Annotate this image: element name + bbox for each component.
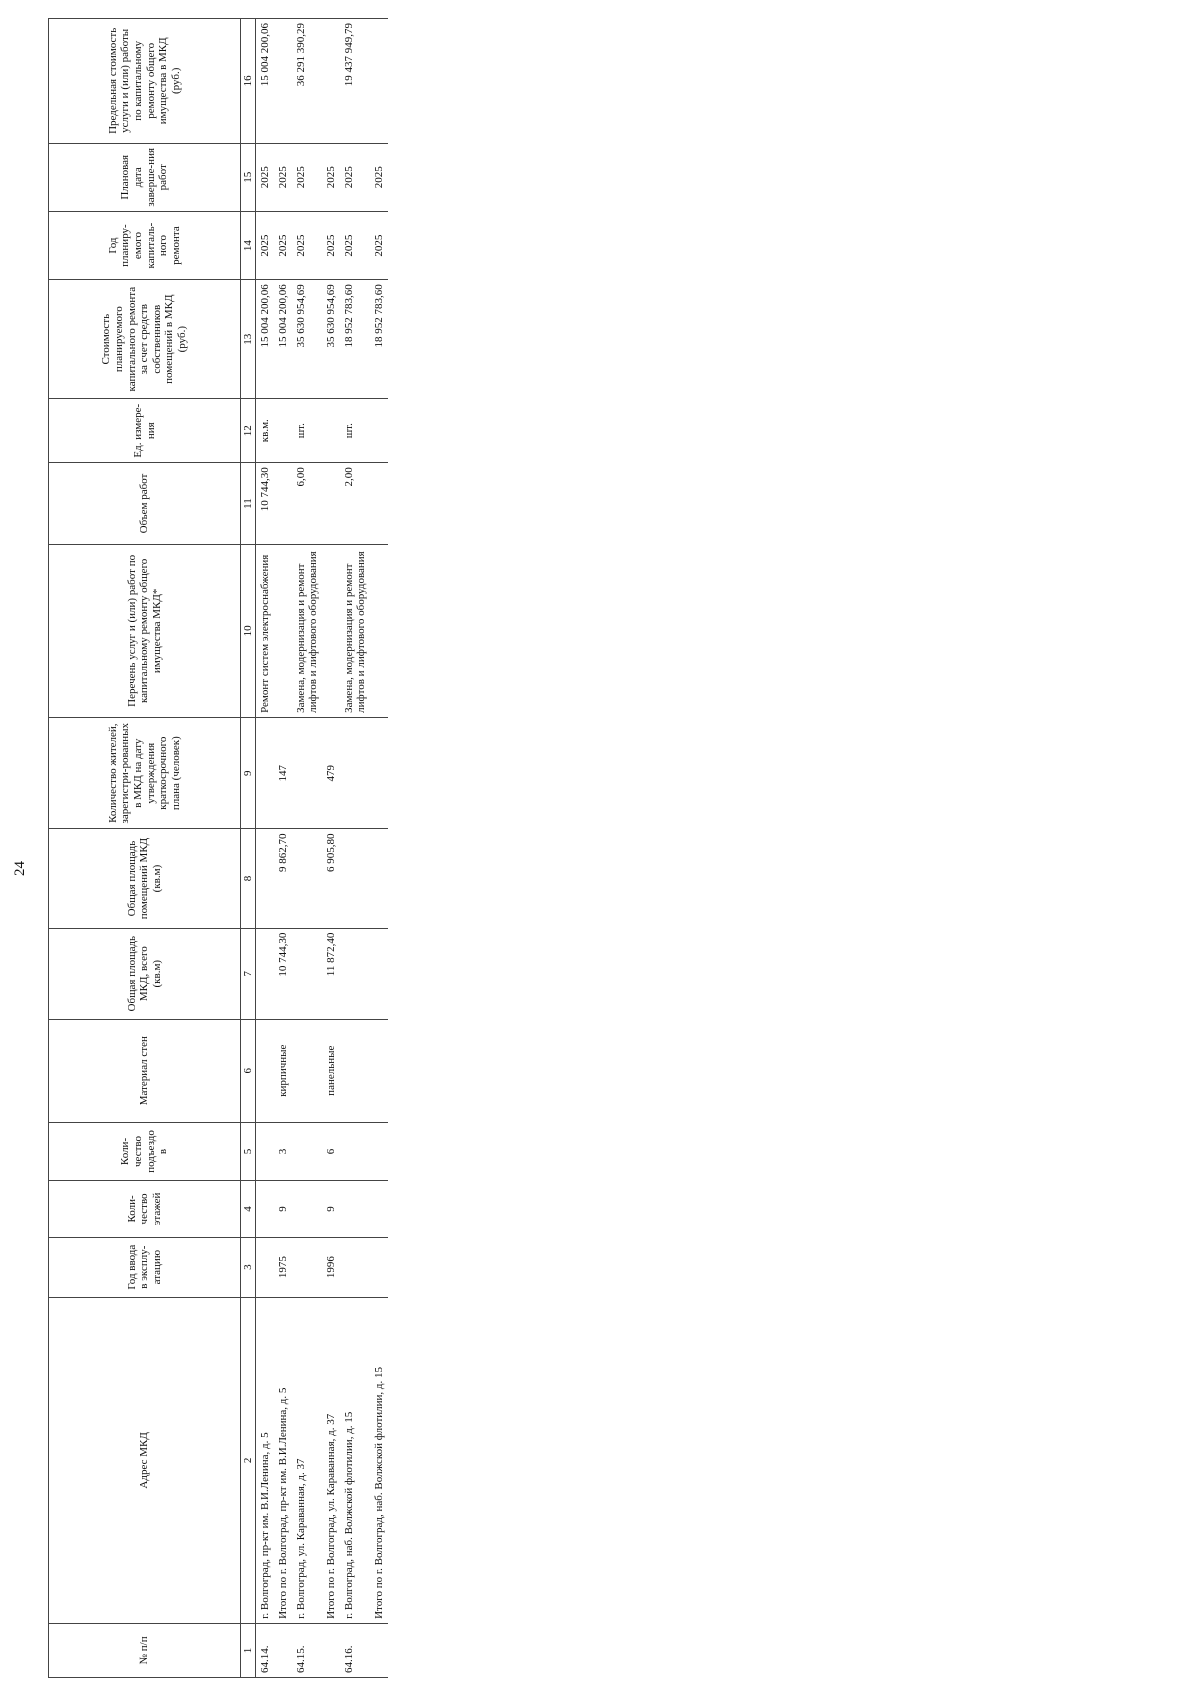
cell-unit: шт. [292, 399, 322, 463]
cell-total-area: 10 744,30 [274, 928, 292, 1019]
cell-premises-area [256, 829, 275, 928]
repair-plan-table [48, 18, 388, 1678]
cell-floors: 9 [274, 1181, 292, 1237]
cell-residents [256, 717, 275, 829]
cell-end-date: 2025 [370, 143, 388, 211]
col-number: 6 [241, 1019, 256, 1122]
cell-floors [256, 1181, 275, 1237]
cell-floors: 9 [322, 1181, 340, 1237]
cell-total-area [340, 928, 370, 1019]
header-year: Год ввода в эксплу-атацию [49, 1237, 241, 1297]
cell-volume [274, 463, 292, 545]
cell-wall-material [370, 1019, 388, 1122]
page-number: 24 [11, 861, 28, 876]
col-number: 16 [241, 19, 256, 144]
cell-repair-year: 2025 [274, 211, 292, 279]
cell-premises-area [370, 829, 388, 928]
cell-volume: 10 744,30 [256, 463, 275, 545]
cell-cost: 35 630 954,69 [322, 280, 340, 399]
cell-premises-area: 6 905,80 [322, 829, 340, 928]
header-volume: Объем работ [49, 463, 241, 545]
cell-end-date: 2025 [274, 143, 292, 211]
table-row [274, 19, 292, 1678]
cell-wall-material [256, 1019, 275, 1122]
cell-premises-area [292, 829, 322, 928]
header-entrances: Коли-чество подъездо в [49, 1122, 241, 1181]
col-number: 13 [241, 280, 256, 399]
cell-cost: 15 004 200,06 [256, 280, 275, 399]
header-works-list: Перечень услуг и (или) работ по капитальному ремонту общего имущества МКД* [49, 544, 241, 717]
cell-address: г. Волгоград, наб. Волжской флотилии, д. 15 [340, 1297, 370, 1623]
col-number: 9 [241, 717, 256, 829]
cell-entrances [370, 1122, 388, 1181]
cell-entrances [340, 1122, 370, 1181]
cell-year [292, 1237, 322, 1297]
cell-floors [340, 1181, 370, 1237]
cell-floors [370, 1181, 388, 1237]
cell-row-num [274, 1623, 292, 1677]
header-end-date: Плановая дата заверше-ния работ [49, 143, 241, 211]
cell-max-cost: 19 437 949,79 [340, 19, 370, 144]
cell-wall-material [292, 1019, 322, 1122]
column-number-row [241, 19, 256, 1678]
col-number: 14 [241, 211, 256, 279]
col-number: 2 [241, 1297, 256, 1623]
header-repair-year: Год планиру-емого капиталь-ного ремонта [49, 211, 241, 279]
cell-row-num [370, 1623, 388, 1677]
col-number: 10 [241, 544, 256, 717]
cell-wall-material [340, 1019, 370, 1122]
cell-entrances: 6 [322, 1122, 340, 1181]
col-number: 7 [241, 928, 256, 1019]
cell-floors [292, 1181, 322, 1237]
cell-cost: 18 952 783,60 [370, 280, 388, 399]
cell-work-item: Замена, модернизация и ремонт лифтов и лифтового оборудования [292, 544, 322, 717]
cell-volume [322, 463, 340, 545]
cell-work-item [370, 544, 388, 717]
header-premises-area: Общая площадь помещений МКД (кв.м) [49, 829, 241, 928]
cell-year [370, 1237, 388, 1297]
cell-unit: кв.м. [256, 399, 275, 463]
cell-max-cost [370, 19, 388, 144]
cell-work-item: Замена, модернизация и ремонт лифтов и лифтового оборудования [340, 544, 370, 717]
cell-premises-area [340, 829, 370, 928]
cell-unit [274, 399, 292, 463]
cell-end-date: 2025 [292, 143, 322, 211]
cell-total-area: 11 872,40 [322, 928, 340, 1019]
header-floors: Коли-чество этажей [49, 1181, 241, 1237]
cell-year [340, 1237, 370, 1297]
cell-address: г. Волгоград, ул. Караванная, д. 37 [292, 1297, 322, 1623]
cell-address: г. Волгоград, пр-кт им. В.И.Ленина, д. 5 [256, 1297, 275, 1623]
col-number: 12 [241, 399, 256, 463]
header-cost: Стоимость планируемого капитального ремонта за счет средств собственников помещений в МКД (руб.) [49, 280, 241, 399]
cell-max-cost [322, 19, 340, 144]
cell-max-cost: 15 004 200,06 [256, 19, 275, 144]
cell-residents: 147 [274, 717, 292, 829]
cell-end-date: 2025 [256, 143, 275, 211]
cell-end-date: 2025 [340, 143, 370, 211]
cell-year: 1975 [274, 1237, 292, 1297]
cell-max-cost [274, 19, 292, 144]
col-number: 5 [241, 1122, 256, 1181]
header-residents: Количество жителей, зарегистри-рованных в МКД на дату утверждения краткосрочного плана (человек) [49, 717, 241, 829]
rotated-sheet [40, 8, 1195, 1688]
header-address: Адрес МКД [49, 1297, 241, 1623]
cell-row-num: 64.14. [256, 1623, 275, 1677]
cell-repair-year: 2025 [292, 211, 322, 279]
cell-end-date: 2025 [322, 143, 340, 211]
header-total-area: Общая площадь МКД, всего (кв.м) [49, 928, 241, 1019]
cell-cost: 15 004 200,06 [274, 280, 292, 399]
cell-repair-year: 2025 [322, 211, 340, 279]
header-num: № п/п [49, 1623, 241, 1677]
cell-row-num [322, 1623, 340, 1677]
cell-wall-material: панельные [322, 1019, 340, 1122]
cell-address: Итого по г. Волгоград, пр-кт им. В.И.Ленина, д. 5 [274, 1297, 292, 1623]
cell-unit: шт. [340, 399, 370, 463]
cell-repair-year: 2025 [340, 211, 370, 279]
cell-unit [322, 399, 340, 463]
cell-row-num: 64.15. [292, 1623, 322, 1677]
header-wall-material: Материал стен [49, 1019, 241, 1122]
table-row [322, 19, 340, 1678]
cell-entrances [256, 1122, 275, 1181]
cell-work-item [274, 544, 292, 717]
header-max-cost: Предельная стоимость услуги и (или) работы по капитальному ремонту общего имущества в МКД (руб.) [49, 19, 241, 144]
cell-row-num: 64.16. [340, 1623, 370, 1677]
table-row [340, 19, 370, 1678]
cell-total-area [292, 928, 322, 1019]
cell-cost: 35 630 954,69 [292, 280, 322, 399]
col-number: 1 [241, 1623, 256, 1677]
col-number: 11 [241, 463, 256, 545]
cell-volume [370, 463, 388, 545]
cell-wall-material: кирпичные [274, 1019, 292, 1122]
cell-max-cost: 36 291 390,29 [292, 19, 322, 144]
header-unit: Ед. измере-ния [49, 399, 241, 463]
col-number: 15 [241, 143, 256, 211]
col-number: 8 [241, 829, 256, 928]
cell-work-item: Ремонт систем электроснабжения [256, 544, 275, 717]
cell-entrances [292, 1122, 322, 1181]
cell-address: Итого по г. Волгоград, ул. Караванная, д. 37 [322, 1297, 340, 1623]
cell-residents [370, 717, 388, 829]
cell-unit [370, 399, 388, 463]
cell-residents: 479 [322, 717, 340, 829]
cell-address: Итого по г. Волгоград, наб. Волжской флотилии, д. 15 [370, 1297, 388, 1623]
cell-volume: 6,00 [292, 463, 322, 545]
cell-total-area [370, 928, 388, 1019]
cell-volume: 2,00 [340, 463, 370, 545]
table-row [370, 19, 388, 1678]
table-row [256, 19, 275, 1678]
table-rows [256, 19, 389, 1678]
cell-residents [292, 717, 322, 829]
cell-entrances: 3 [274, 1122, 292, 1181]
cell-cost: 18 952 783,60 [340, 280, 370, 399]
cell-year: 1996 [322, 1237, 340, 1297]
table-row [292, 19, 322, 1678]
cell-year [256, 1237, 275, 1297]
cell-premises-area: 9 862,70 [274, 829, 292, 928]
cell-total-area [256, 928, 275, 1019]
cell-residents [340, 717, 370, 829]
cell-work-item [322, 544, 340, 717]
col-number: 4 [241, 1181, 256, 1237]
col-number: 3 [241, 1237, 256, 1297]
cell-repair-year: 2025 [256, 211, 275, 279]
sheet-rotated [40, 8, 1195, 1688]
cell-repair-year: 2025 [370, 211, 388, 279]
